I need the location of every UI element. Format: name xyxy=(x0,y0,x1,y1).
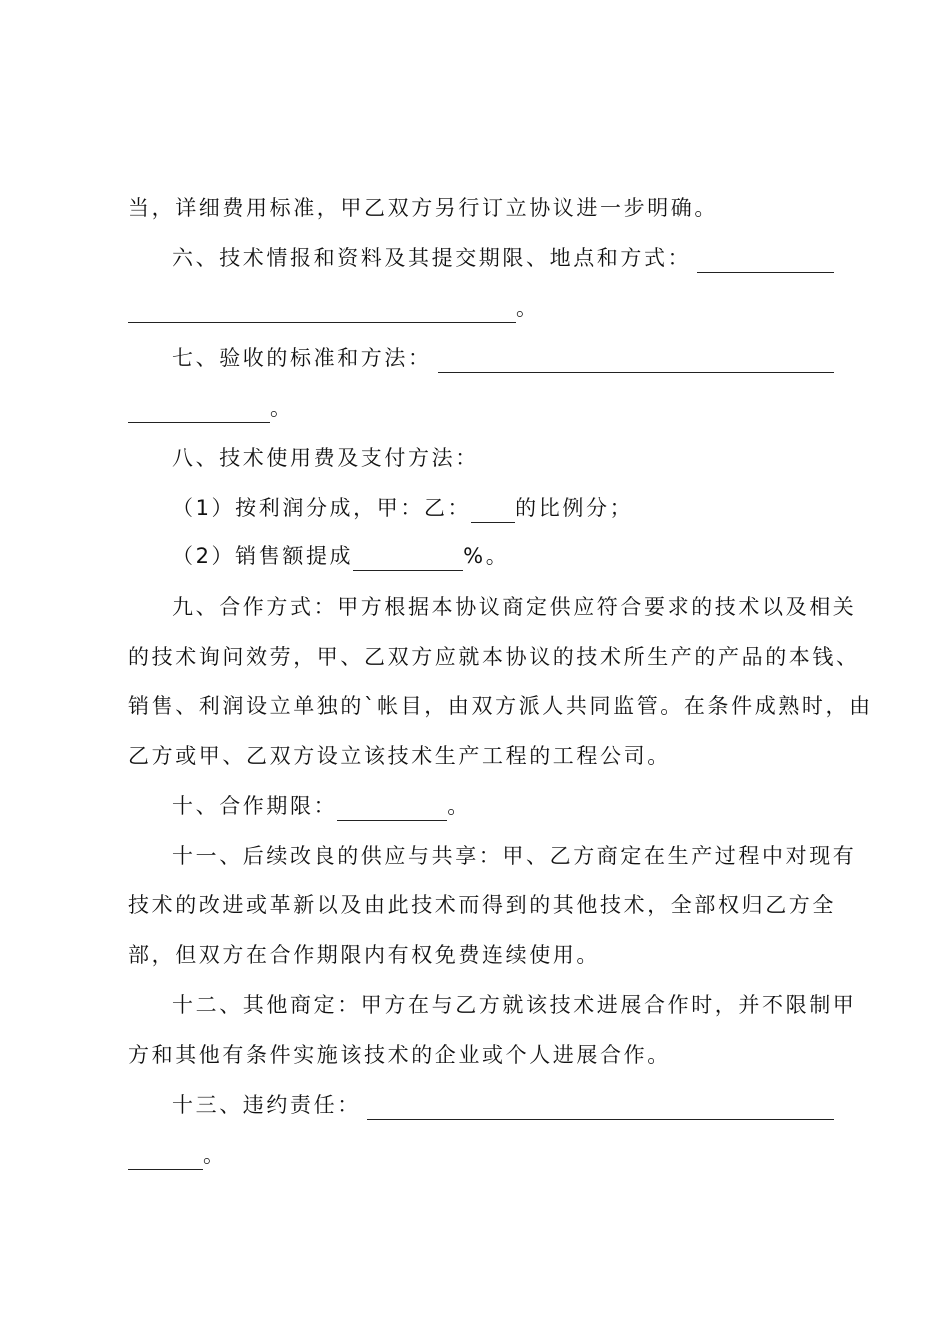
paragraph-line xyxy=(172,841,857,871)
fill-blank[interactable] xyxy=(471,502,515,523)
item-2-suffix: %。 xyxy=(463,544,510,568)
period: 。 xyxy=(447,794,471,818)
fill-blank[interactable] xyxy=(353,550,463,571)
text-line: 九、合作方式：甲方根据本协议商定供应符合要求的技术以及相关 xyxy=(172,595,857,619)
clause-6-label: 六、技术情报和资料及其提交期限、地点和方式： xyxy=(172,246,692,270)
paragraph-line xyxy=(172,990,857,1020)
clause-8-item-1 xyxy=(172,493,834,523)
fill-blank[interactable] xyxy=(128,302,516,323)
fill-blank[interactable] xyxy=(438,352,834,373)
clause-10-label: 十、合作期限： xyxy=(172,794,338,818)
paragraph-line xyxy=(128,193,834,223)
item-1-label: （1）按利润分成，甲：乙： xyxy=(172,496,472,520)
clause-8-label: 八、技术使用费及支付方法： xyxy=(172,446,479,470)
paragraph-line xyxy=(128,940,834,970)
paragraph-line xyxy=(128,890,834,920)
clause-7-line xyxy=(172,343,834,373)
period: 。 xyxy=(203,1143,227,1167)
clause-13-line xyxy=(172,1090,834,1120)
item-2-label: （2）销售额提成 xyxy=(172,544,354,568)
fill-blank[interactable] xyxy=(697,252,834,273)
text-line: 的技术询问效劳，甲、乙双方应就本协议的技术所生产的产品的本钱、 xyxy=(128,645,860,669)
text-line: 部，但双方在合作期限内有权免费连续使用。 xyxy=(128,943,600,967)
clause-6-continuation xyxy=(128,293,834,323)
text-line: 乙方或甲、乙双方设立该技术生产工程的工程公司。 xyxy=(128,744,671,768)
fill-blank[interactable] xyxy=(128,402,270,423)
paragraph-line xyxy=(128,1040,834,1070)
item-1-suffix: 的比例分； xyxy=(515,496,634,520)
fill-blank[interactable] xyxy=(128,1149,203,1170)
paragraph-line xyxy=(128,741,834,771)
text-line: 方和其他有条件实施该技术的企业或个人进展合作。 xyxy=(128,1043,671,1067)
clause-8-item-2 xyxy=(172,541,834,571)
paragraph-line xyxy=(172,592,857,622)
clause-10-line xyxy=(172,791,834,821)
text-line: 当，详细费用标准，甲乙双方另行订立协议进一步明确。 xyxy=(128,196,718,220)
clause-7-continuation xyxy=(128,393,834,423)
paragraph-line xyxy=(128,642,860,672)
clause-7-label: 七、验收的标准和方法： xyxy=(172,346,432,370)
text-line: 十二、其他商定：甲方在与乙方就该技术进展合作时，并不限制甲 xyxy=(172,993,857,1017)
period: 。 xyxy=(516,296,540,320)
paragraph-line xyxy=(128,691,873,721)
clause-6-line xyxy=(172,243,834,273)
text-line: 十一、后续改良的供应与共享：甲、乙方商定在生产过程中对现有 xyxy=(172,844,857,868)
period: 。 xyxy=(270,396,294,420)
clause-13-label: 十三、违约责任： xyxy=(172,1093,361,1117)
fill-blank[interactable] xyxy=(337,800,447,821)
text-line: 销售、利润设立单独的`帐目，由双方派人共同监管。在条件成熟时，由 xyxy=(128,694,873,718)
clause-8-line xyxy=(172,443,834,473)
text-line: 技术的改进或革新以及由此技术而得到的其他技术，全部权归乙方全 xyxy=(128,893,836,917)
fill-blank[interactable] xyxy=(367,1099,834,1120)
clause-13-continuation xyxy=(128,1140,834,1170)
